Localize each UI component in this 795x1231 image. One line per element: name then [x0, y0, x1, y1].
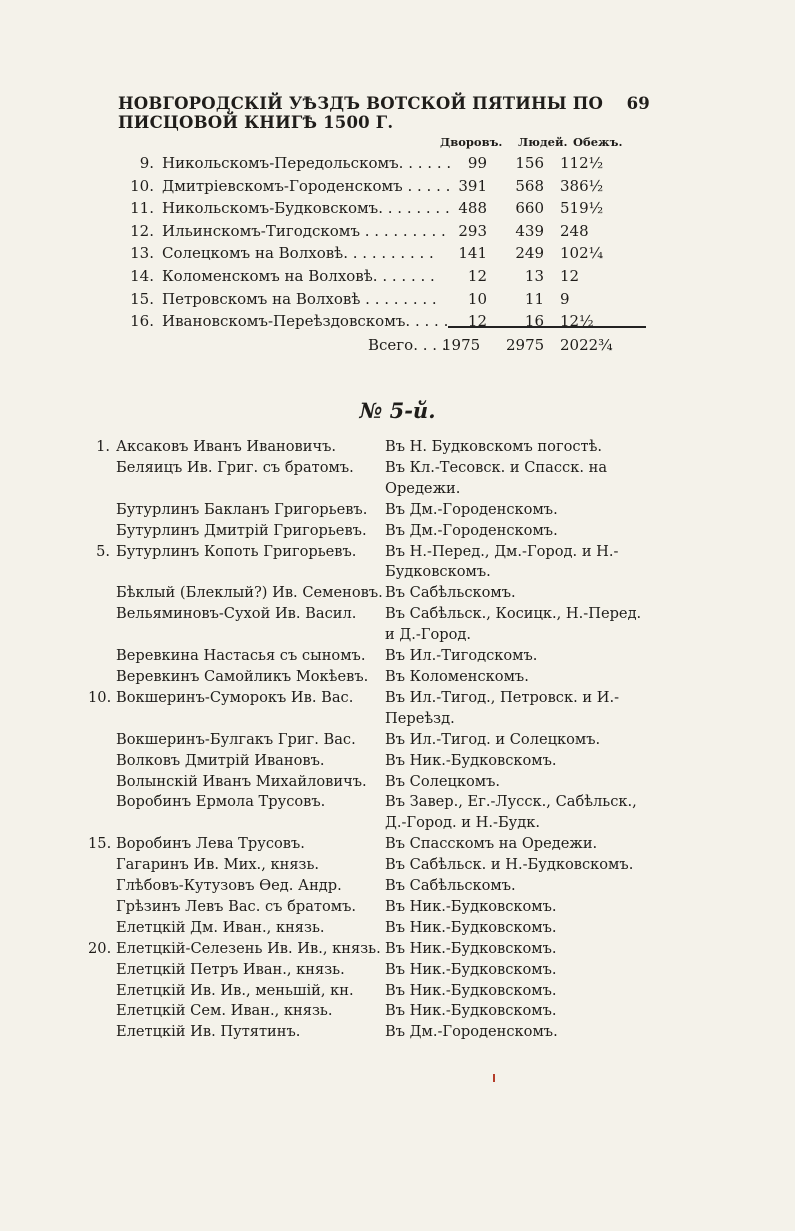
entry-number: 1. [96, 438, 110, 455]
list-item [88, 855, 658, 876]
list-item [88, 792, 658, 834]
estate-location: Въ Ник.-Будковскомъ. [385, 939, 557, 957]
estate-location: Въ Ник.-Будковскомъ. [385, 981, 557, 999]
list-item [88, 981, 658, 1002]
total-label: Всего. . . . [368, 336, 447, 354]
obezh-value: 9 [560, 289, 570, 308]
statistics-table [120, 154, 640, 335]
entry-number: 20. [88, 939, 112, 957]
owner-name: Елетцкій Дм. Иван., князь. [116, 918, 325, 936]
dvorov-value: 293 [458, 221, 487, 240]
estate-location: Въ Дм.-Городенскомъ. [385, 521, 558, 539]
owner-name: Елетцкій Ив. Путятинъ. [116, 1023, 301, 1041]
estate-location: Въ Сабѣльскомъ. [385, 877, 516, 895]
estate-location: Въ Ил.-Тигодскомъ. [385, 647, 538, 665]
list-item [88, 876, 658, 897]
pogost-name: Дмитріевскомъ-Городенскомъ . . . . . [162, 176, 451, 195]
dvorov-value: 99 [467, 154, 487, 172]
estate-location: Въ Ник.-Будковскомъ. [385, 751, 557, 769]
list-item [88, 542, 658, 584]
estate-location: Въ Сабѣльск. и Н.-Будковскомъ. [385, 856, 634, 874]
row-number: 13. [130, 244, 154, 263]
estate-location: Въ Ник.-Будковскомъ. [385, 960, 557, 978]
list-item [88, 960, 658, 981]
owner-name: Беляицъ Ив. Григ. съ братомъ. [116, 458, 354, 476]
list-item [88, 1001, 658, 1022]
lyudei-value: 249 [515, 244, 544, 263]
page-number: 69 [626, 94, 650, 113]
owner-name: Бутурлинъ Бакланъ Григорьевъ. [116, 500, 368, 518]
pogost-name: Никольскомъ-Будковскомъ. . . . . . . . [162, 199, 450, 218]
estate-location: Въ Сабѣльск., Косицк., Н.-Перед. и Д.-Город. [385, 605, 642, 644]
statistics-row [120, 267, 640, 290]
row-number: 15. [130, 289, 154, 308]
lyudei-value: 13 [524, 266, 544, 285]
owner-name: Бѣклый (Блеклый?) Ив. Семеновъ. [116, 584, 383, 602]
estate-location: Въ Ил.-Тигод. и Солецкомъ. [385, 730, 601, 748]
total-divider [448, 326, 646, 328]
pogost-name: Ивановскомъ-Переѣздовскомъ. . . . . [162, 312, 449, 331]
list-item [88, 604, 658, 646]
owner-name: Елетцкій-Селезень Ив. Ив., князь. [116, 939, 381, 957]
dvorov-value: 488 [458, 199, 487, 218]
column-header-dvorov: Дворовъ. [440, 135, 503, 149]
row-number: 16. [130, 312, 154, 331]
statistics-row [120, 199, 640, 222]
list-item [88, 751, 658, 772]
row-number: 9. [139, 154, 154, 172]
obezh-value: 12 [560, 266, 580, 285]
statistics-row [120, 177, 640, 200]
list-item [88, 1022, 658, 1043]
total-row [120, 336, 640, 358]
column-header-obezh: Обежъ. [573, 135, 623, 149]
row-number: 12. [130, 221, 154, 240]
list-item [88, 500, 658, 521]
dvorov-value: 12 [467, 312, 487, 331]
entry-number: 10. [88, 688, 112, 706]
running-header [118, 94, 650, 132]
owner-name: Вокшеринъ-Булгакъ Григ. Вас. [116, 730, 356, 748]
obezh-value: 12½ [560, 312, 594, 331]
total-dvorov: 1975 [442, 336, 481, 354]
owner-name: Елетцкій Сем. Иван., князь. [116, 1002, 333, 1020]
estate-location: Въ Ник.-Будковскомъ. [385, 897, 557, 915]
pogost-name: Никольскомъ-Передольскомъ. . . . . . [162, 154, 452, 172]
statistics-row [120, 312, 640, 335]
estate-location: Въ Дм.-Городенскомъ. [385, 1023, 558, 1041]
list-item [88, 834, 658, 855]
owners-list [88, 437, 658, 1043]
list-item [88, 688, 658, 730]
pogost-name: Петровскомъ на Волховѣ . . . . . . . . [162, 289, 437, 308]
obezh-value: 102¼ [560, 244, 604, 263]
pogost-name: Солецкомъ на Волховѣ. . . . . . . . . . [162, 244, 434, 263]
total-obezh: 2022¾ [560, 336, 613, 354]
lyudei-value: 156 [515, 154, 544, 172]
estate-location: Въ Спасскомъ на Оредежи. [385, 835, 598, 853]
list-item [88, 772, 658, 793]
estate-location: Въ Ник.-Будковскомъ. [385, 1002, 557, 1020]
statistics-row [120, 290, 640, 313]
estate-location: Въ Н. Будковскомъ погостѣ. [385, 438, 603, 455]
row-number: 11. [130, 199, 154, 218]
estate-location: Въ Сабѣльскомъ. [385, 584, 516, 602]
statistics-row [120, 222, 640, 245]
owner-name: Аксаковъ Иванъ Ивановичъ. [116, 438, 337, 455]
obezh-value: 519½ [560, 199, 604, 218]
owner-name: Волынскій Иванъ Михайловичъ. [116, 772, 367, 790]
list-item [88, 583, 658, 604]
list-item [88, 521, 658, 542]
pogost-name: Ильинскомъ-Тигодскомъ . . . . . . . . . [162, 221, 446, 240]
list-item [88, 458, 658, 500]
estate-location: Въ Коломенскомъ. [385, 667, 529, 685]
lyudei-value: 568 [515, 176, 544, 195]
list-item [88, 667, 658, 688]
owner-name: Веревкинъ Самойликъ Мокѣевъ. [116, 667, 369, 685]
owner-name: Бутурлинъ Дмитрій Григорьевъ. [116, 521, 367, 539]
owner-name: Веревкина Настасья съ сыномъ. [116, 647, 366, 665]
lyudei-value: 439 [515, 221, 544, 240]
estate-location: Въ Н.-Перед., Дм.-Город. и Н.-Будковскомъ. [385, 542, 619, 581]
row-number: 14. [130, 266, 154, 285]
list-item [88, 437, 658, 458]
list-item [88, 939, 658, 960]
dvorov-value: 391 [458, 176, 487, 195]
estate-location: Въ Завер., Ег.-Лусск., Сабѣльск., Д.-Город. и Н.-Будк. [385, 793, 637, 832]
list-item [88, 918, 658, 939]
obezh-value: 112½ [560, 154, 604, 172]
entry-number: 5. [96, 542, 110, 560]
list-item [88, 730, 658, 751]
owner-name: Волковъ Дмитрій Ивановъ. [116, 751, 325, 769]
pogost-name: Коломенскомъ на Волховѣ. . . . . . . [162, 266, 435, 285]
owner-name: Елетцкій Петръ Иван., князь. [116, 960, 345, 978]
list-item [88, 646, 658, 667]
header-title: НОВГОРОДСКІЙ УѢЗДЪ ВОТСКОЙ ПЯТИНЫ ПО ПИСЦОВОЙ КНИГѢ 1500 Г. [118, 94, 604, 132]
column-header-lyudei: Людей. [518, 135, 568, 149]
obezh-value: 386½ [560, 176, 604, 195]
dvorov-value: 12 [467, 266, 487, 285]
owner-name: Грѣзинъ Левъ Вас. съ братомъ. [116, 897, 357, 915]
statistics-row [120, 244, 640, 267]
owner-name: Вельяминовъ-Сухой Ив. Васил. [116, 605, 357, 623]
owner-name: Бутурлинъ Копоть Григорьевъ. [116, 542, 357, 560]
dvorov-value: 141 [458, 244, 487, 263]
owner-name: Воробинъ Лева Трусовъ. [116, 835, 305, 853]
list-item [88, 897, 658, 918]
section-title: № 5-й. [359, 398, 436, 423]
owner-name: Глѣбовъ-Кутузовъ Ѳед. Андр. [116, 877, 342, 895]
estate-location: Въ Ник.-Будковскомъ. [385, 918, 557, 936]
owner-name: Воробинъ Ермола Трусовъ. [116, 793, 326, 811]
entry-number: 15. [88, 835, 112, 853]
obezh-value: 248 [560, 221, 589, 240]
dvorov-value: 10 [467, 289, 487, 308]
lyudei-value: 11 [524, 289, 544, 308]
statistics-row [120, 154, 640, 177]
ink-speck [493, 1074, 495, 1082]
total-lyudei: 2975 [506, 336, 545, 354]
estate-location: Въ Дм.-Городенскомъ. [385, 500, 558, 518]
estate-location: Въ Кл.-Тесовск. и Спасск. на Оредежи. [385, 458, 608, 497]
estate-location: Въ Солецкомъ. [385, 772, 501, 790]
estate-location: Въ Ил.-Тигод., Петровск. и И.-Переѣзд. [385, 688, 620, 727]
owner-name: Елетцкій Ив. Ив., меньшій, кн. [116, 981, 354, 999]
lyudei-value: 16 [524, 312, 544, 331]
row-number: 10. [130, 176, 154, 195]
lyudei-value: 660 [515, 199, 544, 218]
owner-name: Вокшеринъ-Суморокъ Ив. Вас. [116, 688, 354, 706]
owner-name: Гагаринъ Ив. Мих., князь. [116, 856, 320, 874]
